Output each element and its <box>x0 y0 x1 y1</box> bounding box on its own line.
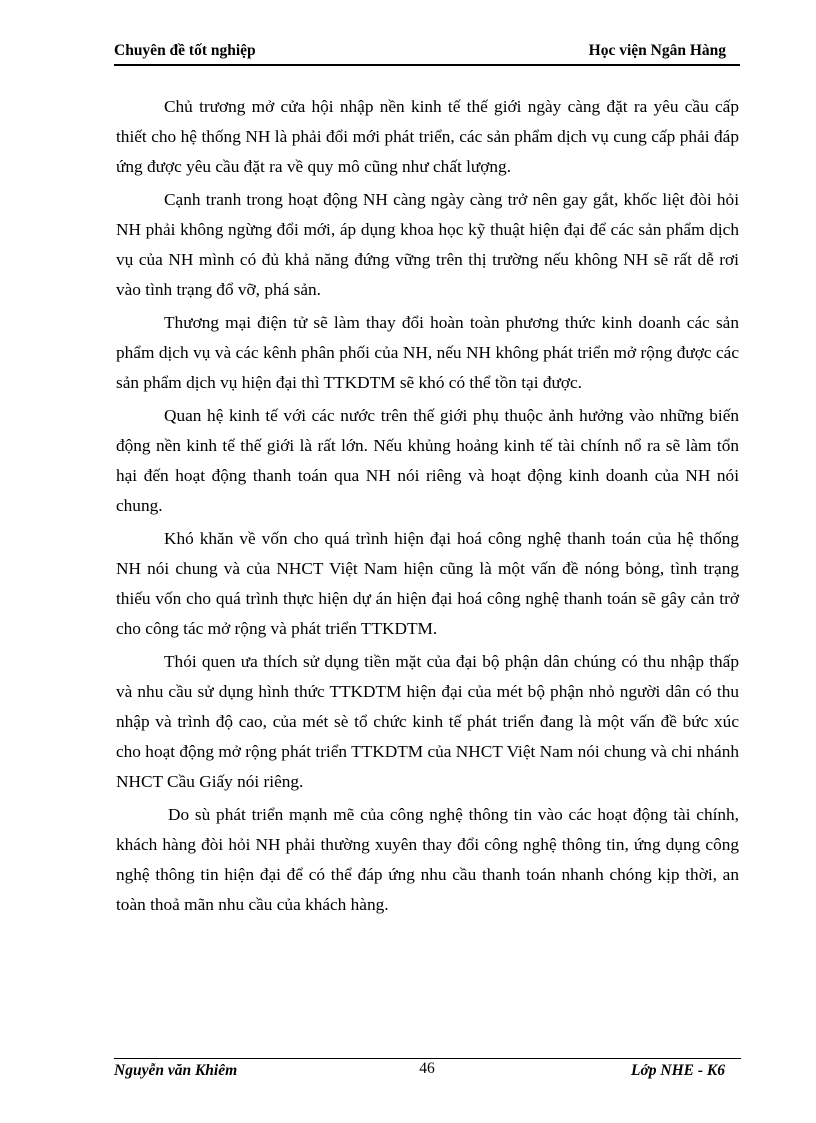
header-title: Chuyên đề tốt nghiệp <box>114 42 256 59</box>
footer-class: Lớp NHE - K6 <box>631 1062 725 1079</box>
paragraph: Thói quen ưa thích sử dụng tiền mặt của đại bộ phận dân chúng có thu nhập thấp và nhu cầu sử dụng hình thức TTKDTM hiện đại của mét bộ phận nhỏ người dân có thu nhập và trình độ cao, của mét sè tổ chức kinh tế phát triển đang là một vấn đề bức xúc cho hoạt động mở rộng phát triển TTKDTM của NHCT Việt Nam nói chung và chi nhánh NHCT Cầu Giấy nói riêng. <box>116 652 739 791</box>
paragraph: Khó khăn về vốn cho quá trình hiện đại hoá công nghệ thanh toán của hệ thống NH nói chung và của NHCT Việt Nam hiện cũng là một vấn đề nóng bỏng, tình trạng thiếu vốn cho quá trình thực hiện dự án hiện đại hoá công nghệ thanh toán sẽ gây cản trở cho công tác mở rộng và phát triển TTKDTM. <box>116 529 739 638</box>
document-body <box>116 92 739 923</box>
paragraph: Cạnh tranh trong hoạt động NH càng ngày càng trở nên gay gắt, khốc liệt đòi hỏi NH phải không ngừng đổi mới, áp dụng khoa học kỹ thuật hiện đại để các sản phẩm dịch vụ của NH mình có đủ khả năng đứng vững trên thị trường nếu không NH sẽ rất dễ rơi vào tình trạng đổ vỡ, phá sản. <box>116 190 739 299</box>
paragraph: Thương mại điện tử sẽ làm thay đổi hoàn toàn phương thức kinh doanh các sản phẩm dịch vụ và các kênh phân phối của NH, nếu NH không phát triển mở rộng được các sản phẩm dịch vụ hiện đại thì TTKDTM sẽ khó có thể tồn tại được. <box>116 313 739 392</box>
page-footer <box>114 1058 741 1081</box>
page-header <box>114 40 740 66</box>
paragraph: Do sù phát triển mạnh mẽ của công nghệ thông tin vào các hoạt động tài chính, khách hàng đòi hỏi NH phải thường xuyên thay đổi công nghệ thông tin, ứng dụng công nghệ thông tin hiện đại để có thể đáp ứng nhu cầu thanh toán nhanh chóng kịp thời, an toàn thoả mãn nhu cầu của khách hàng. <box>116 805 739 914</box>
page-number: 46 <box>419 1060 435 1077</box>
paragraph: Quan hệ kinh tế với các nước trên thế giới phụ thuộc ảnh hưởng vào những biến động nền kinh tế thế giới là rất lớn. Nếu khủng hoảng kinh tế tài chính nổ ra sẽ làm tổn hại đến hoạt động thanh toán qua NH nói riêng và hoạt động kinh doanh của NH nói chung. <box>116 406 739 515</box>
footer-author: Nguyễn văn Khiêm <box>114 1062 238 1079</box>
paragraph: Chủ trương mở cửa hội nhập nền kinh tế thế giới ngày càng đặt ra yêu cầu cấp thiết cho hệ thống NH là phải đổi mới phát triển, các sản phẩm dịch vụ cung cấp phải đáp ứng được yêu cầu đặt ra về quy mô cũng như chất lượng. <box>116 97 739 176</box>
header-institution: Học viện Ngân Hàng <box>588 42 726 59</box>
